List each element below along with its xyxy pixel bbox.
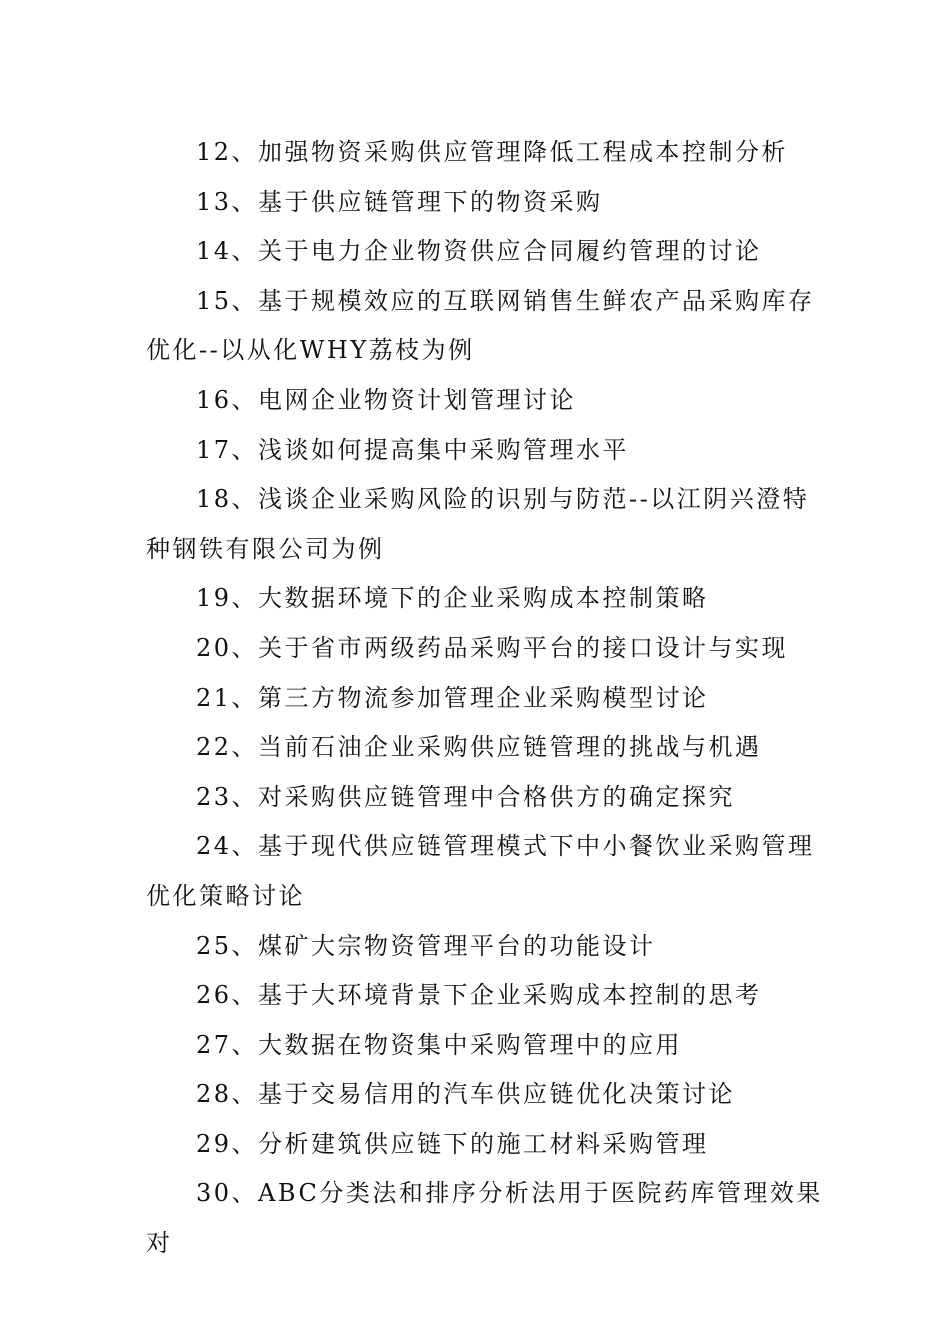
list-item: 14、关于电力企业物资供应合同履约管理的讨论 (196, 237, 762, 266)
list-item: 27、大数据在物资集中采购管理中的应用 (196, 1030, 683, 1059)
list-item: 16、电网企业物资计划管理讨论 (196, 385, 577, 414)
list-item: 12、加强物资采购供应管理降低工程成本控制分析 (196, 138, 789, 166)
list-item: 19、大数据环境下的企业采购成本控制策略 (196, 584, 709, 613)
list-item: 24、基于现代供应链管理模式下中小餐饮业采购管理优化策略讨论 (146, 832, 815, 910)
reference-list (146, 128, 826, 1269)
list-item: 18、浅谈企业采购风险的识别与防范--以江阴兴澄特种钢铁有限公司为例 (146, 485, 810, 563)
list-item: 22、当前石油企业采购供应链管理的挑战与机遇 (196, 733, 762, 762)
list-item: 20、关于省市两级药品采购平台的接口设计与实现 (196, 633, 789, 662)
list-item: 26、基于大环境背景下企业采购成本控制的思考 (196, 981, 762, 1010)
list-item: 15、基于规模效应的互联网销售生鲜农产品采购库存优化--以从化WHY荔枝为例 (146, 286, 815, 365)
list-item: 13、基于供应链管理下的物资采购 (196, 187, 603, 216)
list-item: 25、煤矿大宗物资管理平台的功能设计 (196, 931, 656, 960)
list-item: 29、分析建筑供应链下的施工材料采购管理 (196, 1129, 709, 1158)
list-item: 30、ABC分类法和排序分析法用于医院药库管理效果对 (146, 1179, 823, 1258)
list-item: 17、浅谈如何提高集中采购管理水平 (196, 435, 630, 464)
list-item: 23、对采购供应链管理中合格供方的确定探究 (196, 782, 736, 811)
list-item: 21、第三方物流参加管理企业采购模型讨论 (196, 683, 709, 712)
list-item: 28、基于交易信用的汽车供应链优化决策讨论 (196, 1080, 736, 1109)
